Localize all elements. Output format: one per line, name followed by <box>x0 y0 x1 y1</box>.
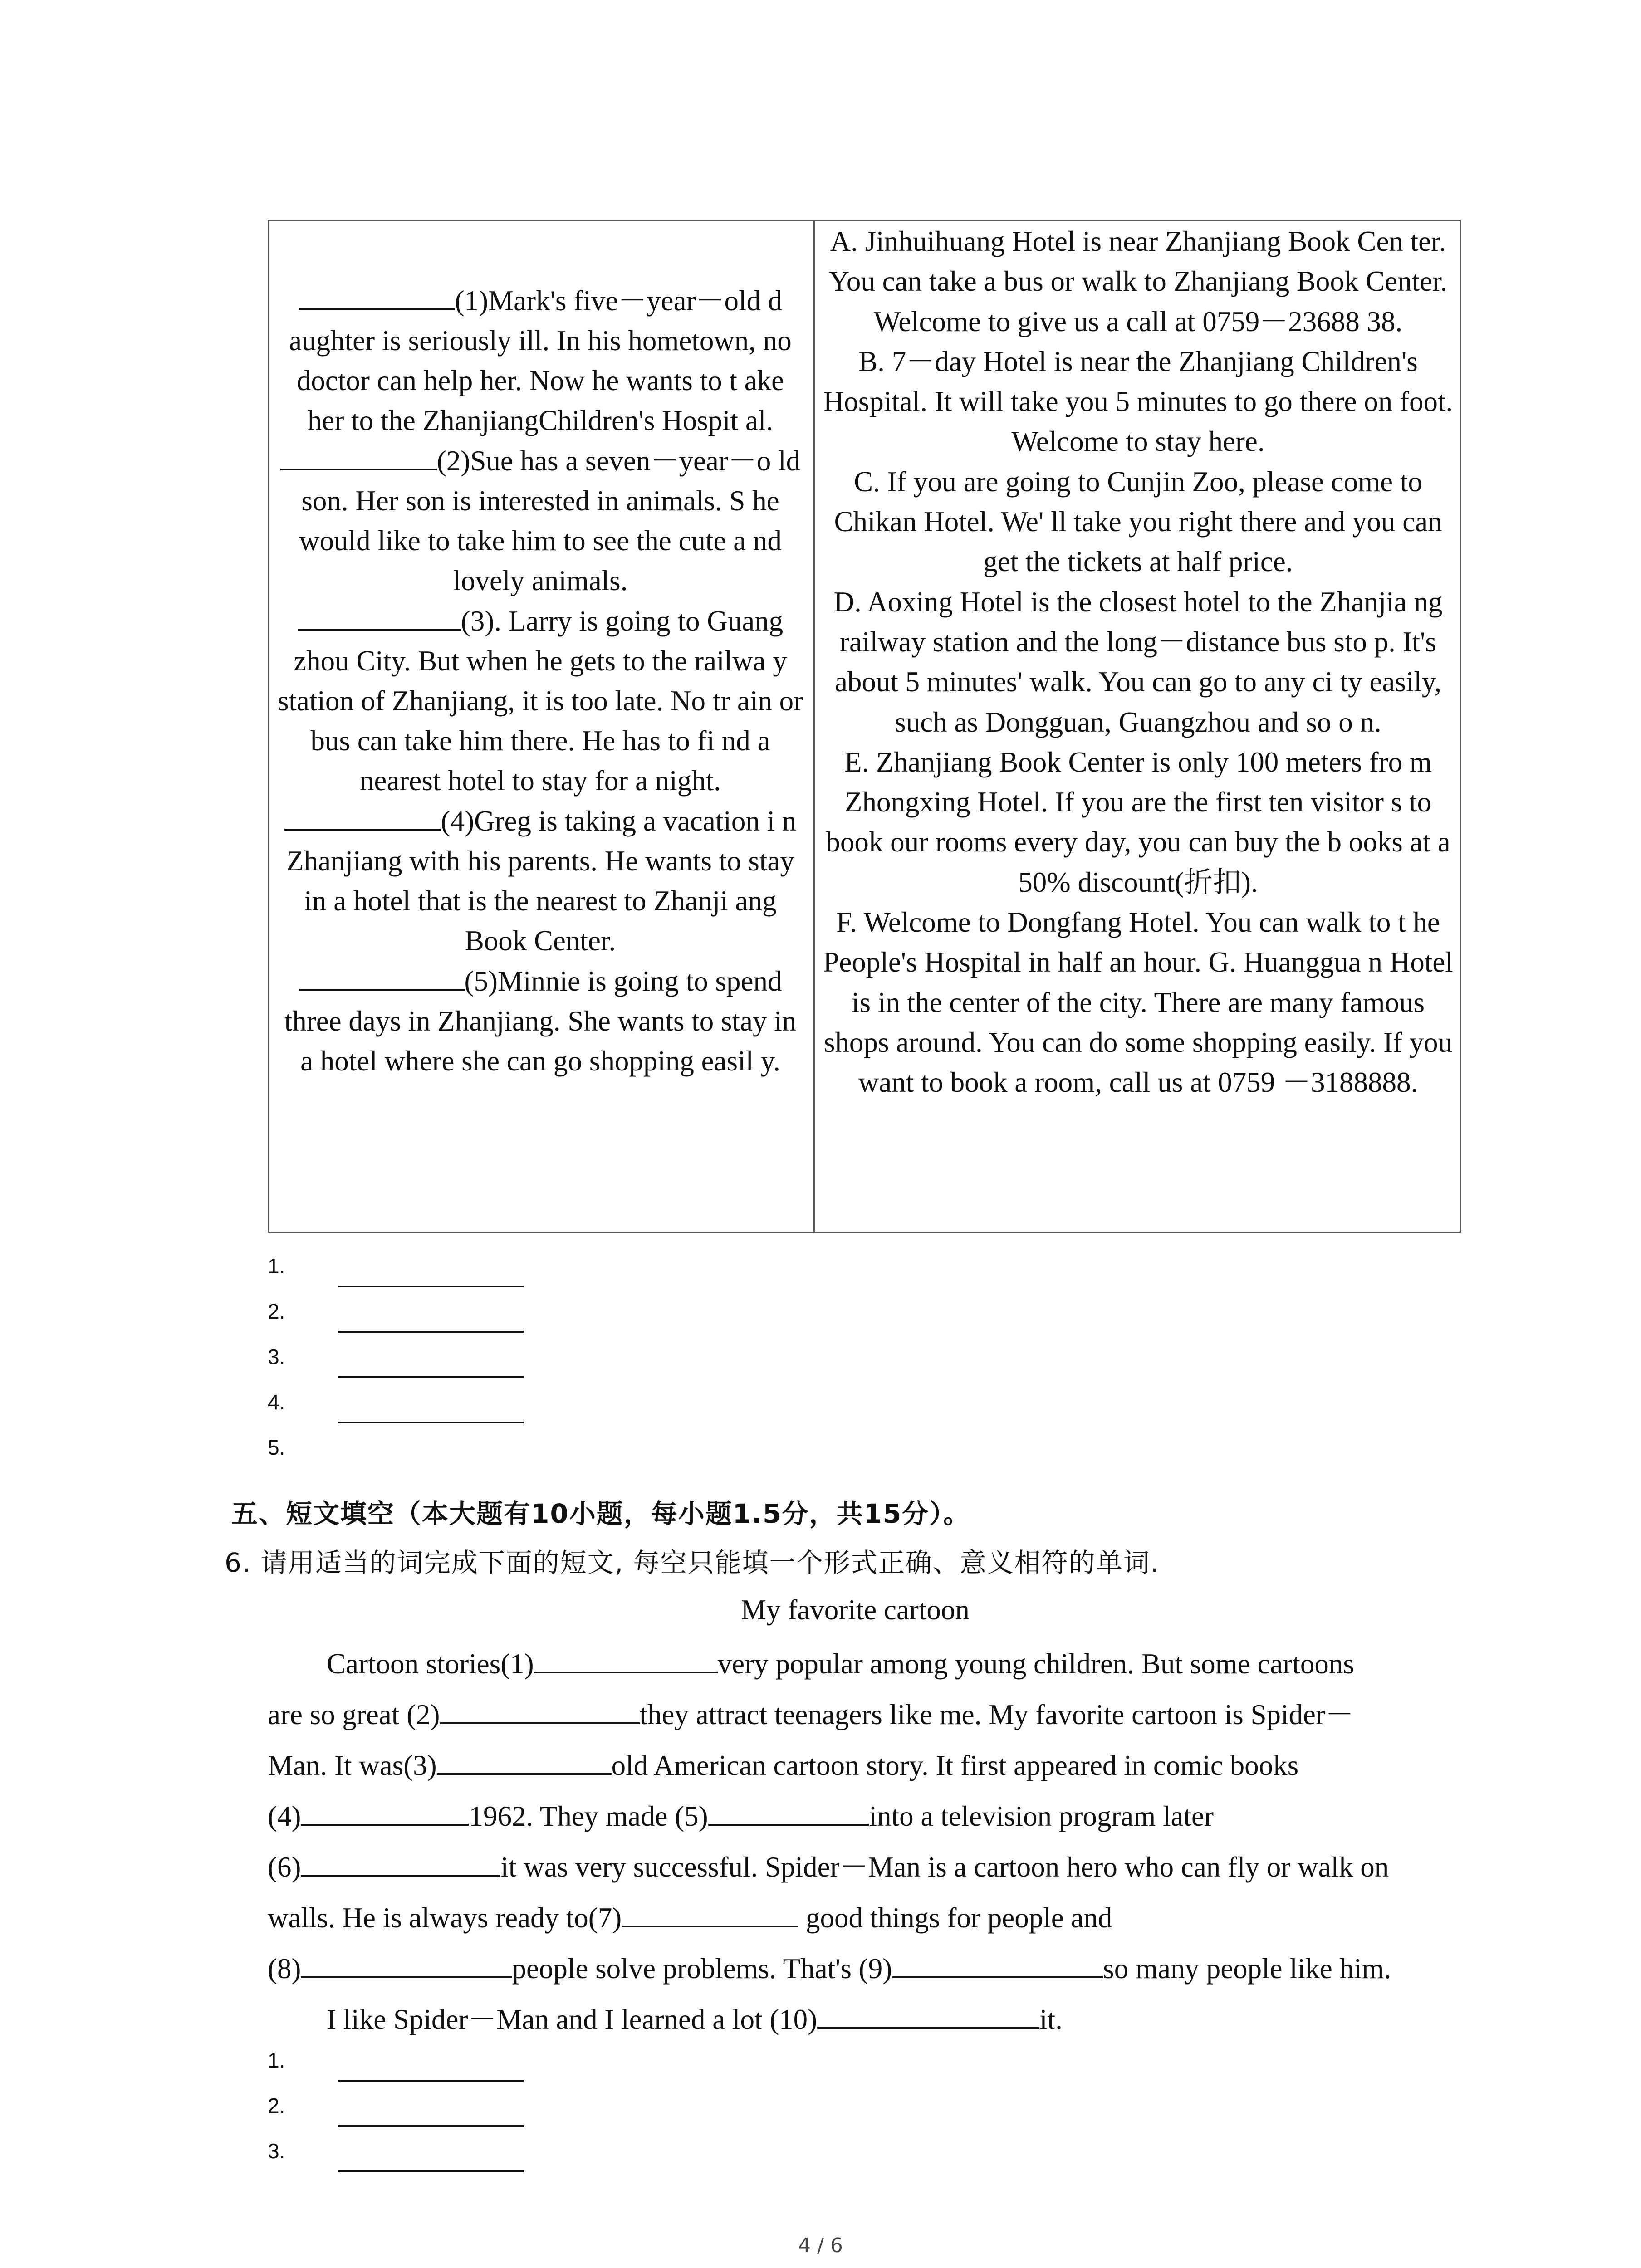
passage-line: Cartoon stories(1) very popular among young children. But some cartoons <box>327 1644 1354 1680</box>
answer-blank[interactable] <box>280 440 437 470</box>
answer-blank[interactable] <box>299 280 455 310</box>
fill-blank-5[interactable] <box>708 1797 869 1826</box>
fill-blank-2[interactable] <box>440 1695 640 1724</box>
answer-number: 3. <box>268 2139 285 2163</box>
answer-number: 1. <box>268 1254 285 1278</box>
answer-blank[interactable] <box>284 801 441 831</box>
answer-number: 5. <box>268 1436 285 1459</box>
person-item: (4)Greg is taking a vacation i n Zhanjiang with his parents. He wants to stay in a hotel that is the nearest to Zhanji ang Book Center. <box>277 801 803 961</box>
page-number: 4 / 6 <box>798 2234 843 2257</box>
answer-number: 1. <box>268 2048 285 2072</box>
person-item: (3). Larry is going to Guang zhou City. But when he gets to the railwa y station of Zhanjiang, it is too late. No tr ain or bus can take him there. He has to fi nd a nearest hotel to stay for a night. <box>277 601 803 801</box>
instruction-line <box>225 1541 1160 1579</box>
person-item: (1)Mark's five－year－old d aughter is seriously ill. In his hometown, no doctor can help her. Now he wants to t ake her to the ZhanjiangChildren's Hospit al. <box>277 280 803 440</box>
answer-line[interactable] <box>338 2080 524 2082</box>
fill-blank-8[interactable] <box>301 1949 512 1978</box>
answer-line[interactable] <box>338 2170 524 2172</box>
matching-table <box>268 220 1461 1233</box>
fill-blank-4[interactable] <box>301 1797 469 1826</box>
answer-number: 3. <box>268 1345 285 1369</box>
fill-blank-10[interactable] <box>817 2000 1039 2029</box>
fill-blank-6[interactable] <box>301 1848 500 1877</box>
person-item: (2)Sue has a seven－year－o ld son. Her son is interested in animals. S he would like to take him to see the cute a nd lovely animals. <box>277 440 803 601</box>
hotel-item: B. 7－day Hotel is near the Zhanjiang Children's Hospital. It will take you 5 minutes to go there on foot. Welcome to stay here. <box>823 345 1453 458</box>
answer-number: 2. <box>268 1300 285 1323</box>
fill-blank-7[interactable] <box>622 1898 798 1927</box>
answer-line[interactable] <box>338 1422 524 1423</box>
answer-number: 2. <box>268 2094 285 2117</box>
passage-line: walls. He is always ready to(7) good things for people and <box>268 1898 1112 1934</box>
answer-line[interactable] <box>338 1331 524 1333</box>
passage-line: (8) people solve problems. That's (9) so many people like him. <box>268 1949 1391 1984</box>
fill-blank-3[interactable] <box>437 1746 612 1775</box>
fill-blank-9[interactable] <box>892 1949 1103 1978</box>
hotel-item: F. Welcome to Dongfang Hotel. You can walk to t he People's Hospital in half an hour. G. Huanggua n Hotel is in the center of the city. There are many famous shops around. You can do some shopping easily. If you want to book a room, call us at 0759 －3188888. <box>823 906 1453 1099</box>
table-divider <box>813 221 815 1232</box>
passage-line: (6) it was very successful. Spider－Man is a cartoon hero who can fly or walk on <box>268 1848 1389 1883</box>
person-item: (5)Minnie is going to spend three days in Zhanjiang. She wants to stay in a hotel where she can go shopping easil y. <box>277 961 803 1081</box>
hotel-item: C. If you are going to Cunjin Zoo, please come to Chikan Hotel. We' ll take you right there and you can get the tickets at half price. <box>834 465 1442 578</box>
passage-line: I like Spider－Man and I learned a lot (10) it. <box>327 2000 1063 2035</box>
hotel-item: A. Jinhuihuang Hotel is near Zhanjiang Book Cen ter. You can take a bus or walk to Zhanjiang Book Center. Welcome to give us a call at 0759－23688 38. <box>828 225 1448 337</box>
answer-number: 4. <box>268 1390 285 1414</box>
answer-line[interactable] <box>338 2125 524 2127</box>
section-heading: 五、短文填空（本大题有10小题，每小题1.5分，共15分）。 <box>231 1498 971 1529</box>
answer-blank[interactable] <box>299 961 465 991</box>
answer-line[interactable] <box>338 1376 524 1378</box>
hotel-item: D. Aoxing Hotel is the closest hotel to the Zhanjia ng railway station and the long－distance bus sto p. It's about 5 minutes' walk. You can go to any ci ty easily, such as Dongguan, Guangzhou and so o n. <box>833 586 1443 738</box>
passage-line: (4) 1962. They made (5) into a television program later <box>268 1797 1214 1832</box>
passage-line: Man. It was(3) old American cartoon story. It first appeared in comic books <box>268 1746 1298 1781</box>
instruction-text: 请用适当的词完成下面的短文, 每空只能填一个形式正确、意义相符的单词. <box>260 1547 1160 1578</box>
hotel-item: E. Zhanjiang Book Center is only 100 meters fro m Zhongxing Hotel. If you are the first ten visitor s to book our rooms every day, you can buy the b ooks at a 50% discount(折扣). <box>826 746 1450 898</box>
answer-blank[interactable] <box>298 601 461 631</box>
hotels-column <box>822 221 1455 1103</box>
passage-line: are so great (2) they attract teenagers like me. My favorite cartoon is Spider－ <box>268 1695 1354 1730</box>
people-column <box>277 280 803 1081</box>
question-number: 6. <box>225 1547 252 1578</box>
fill-blank-1[interactable] <box>534 1644 718 1673</box>
passage-title: My favorite cartoon <box>741 1594 970 1626</box>
answer-line[interactable] <box>338 1286 524 1287</box>
